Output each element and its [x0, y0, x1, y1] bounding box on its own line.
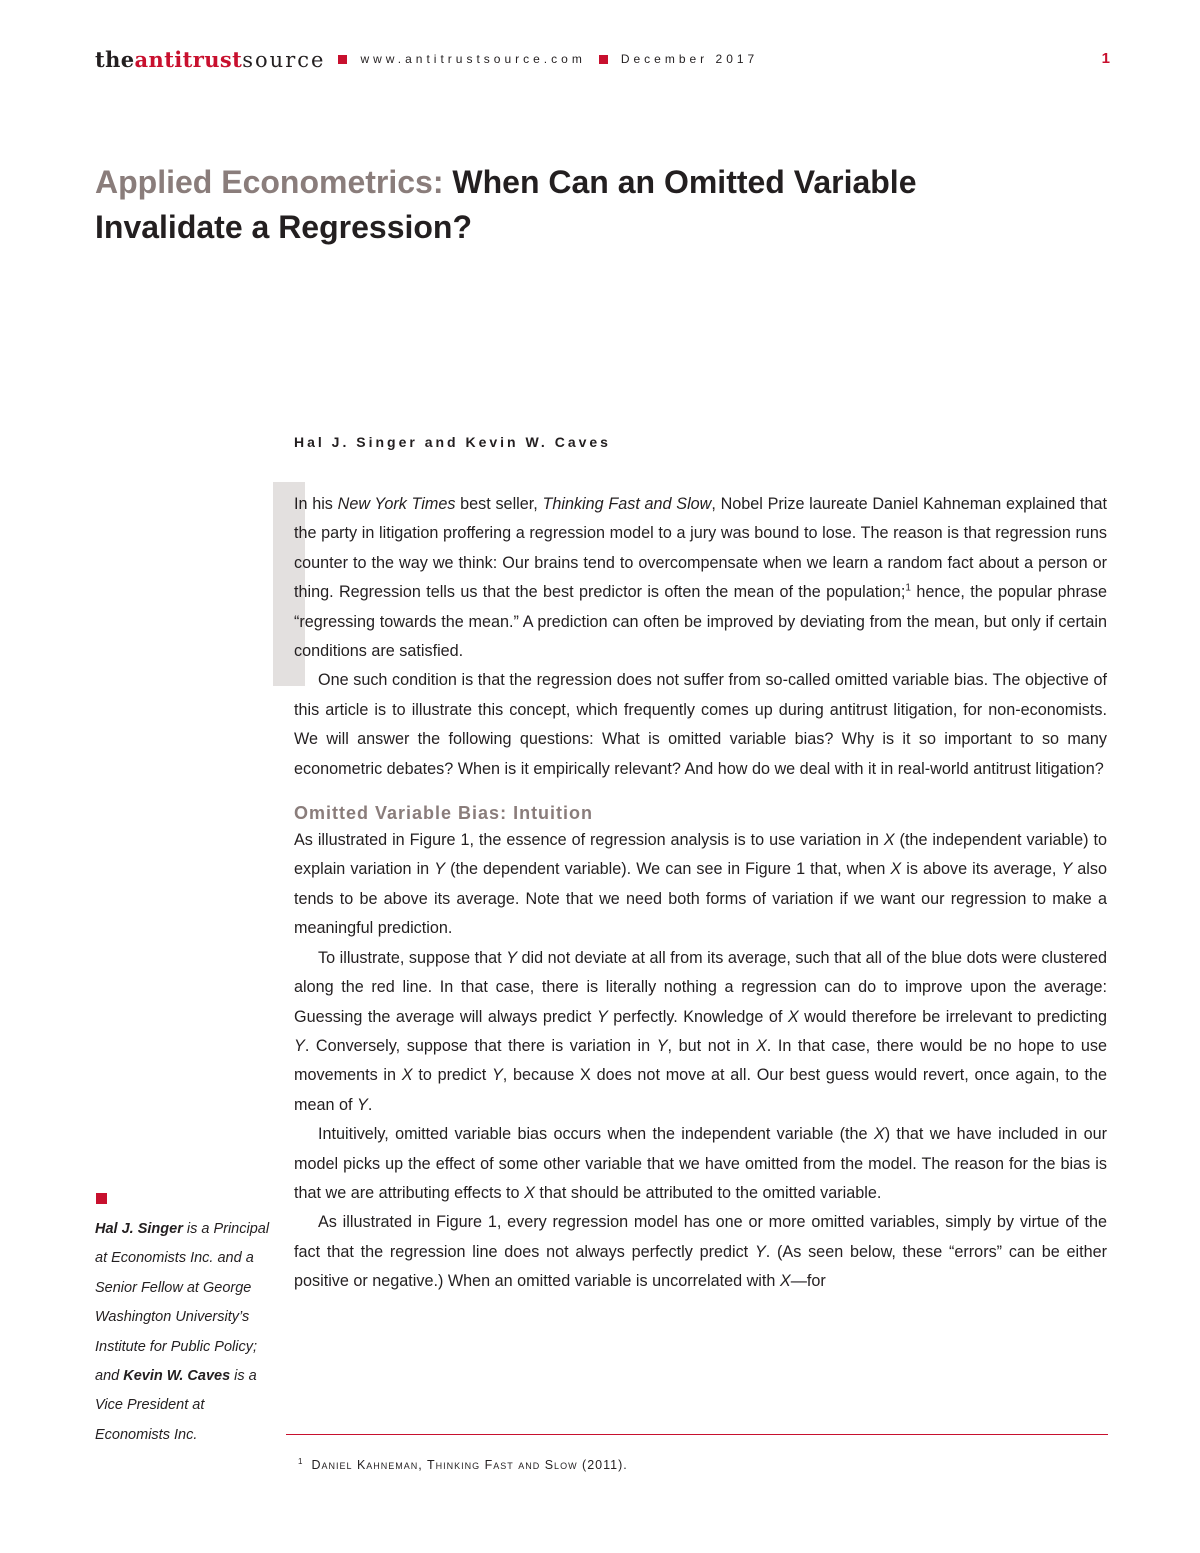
footnote-text: Daniel Kahneman, Thinking Fast and Slow (2011). — [311, 1458, 628, 1473]
title-line-2: Invalidate a Regression? — [95, 209, 473, 245]
author-bio: Hal J. Singer is a Principal at Economists Inc. and a Senior Fellow at George Washington University’s Institute for Public Policy; and Kevin W. Caves is a Vice President at Economists Inc. — [95, 1221, 270, 1443]
article-title — [95, 160, 1105, 250]
page-number: 1 — [1101, 50, 1110, 67]
section-heading: Omitted Variable Bias: Intuition — [294, 803, 594, 824]
masthead-url[interactable]: www.antitrustsource.com — [360, 52, 586, 66]
masthead — [95, 44, 758, 74]
masthead-date: December 2017 — [620, 52, 759, 66]
paragraph-intro: In his New York Times best seller, Thinking Fast and Slow, Nobel Prize laureate Daniel Kahneman explained that the party in litigation proffering a regression model to a jury was bound to lose. The reason is that regression runs counter to the way we think: Our brains tend to overcompensate when we learn a random fact about a person or thing. Regression tells us that the best predictor is often the mean of the population;$^1$ hence, the popular phrase “regressing towards the mean.” A prediction can often be improved by deviating from the mean, but only if certain conditions are satisfied. — [294, 495, 1107, 661]
article-body — [294, 490, 1107, 1297]
paragraph: One such condition is that the regression does not suffer from so-called omitted variable bias. The objective of this article is to illustrate this concept, which frequently comes up during antitrust litigation, for non-economists. We will answer the following questions: What is omitted variable bias? Why is it so important to so many econometric debates? When is it empirically relevant? And how do we deal with it in real-world antitrust litigation? — [294, 671, 1107, 778]
separator-square-icon — [599, 55, 608, 64]
author-name: Hal J. Singer — [95, 1221, 183, 1237]
sidebar-square-icon — [96, 1193, 107, 1204]
author-name: Kevin W. Caves — [123, 1368, 231, 1385]
paragraph: Intuitively, omitted variable bias occurs when the independent variable (the X) that we have included in our model picks up the effect of some other variable that we have omitted from the model. The reason for the bias is that we are attributing effects to X that should be attributed to the omitted variable. — [294, 1125, 1107, 1202]
footnote-number: 1 — [298, 1457, 304, 1466]
title-prefix: Applied Econometrics: — [95, 164, 444, 200]
paragraph: As illustrated in Figure 1, every regression model has one or more omitted variables, simply by virtue of the fact that the regression line does not always perfectly predict Y. (As seen below, these “errors” can be either positive or negative.) When an omitted variable is uncorrelated with X—for — [294, 1213, 1107, 1291]
logo-antitrust: antitrust — [134, 46, 243, 72]
publication-logo — [95, 47, 325, 72]
byline: Hal J. Singer and Kevin W. Caves — [294, 434, 611, 450]
footnote-ref[interactable]: 1 — [905, 582, 911, 594]
separator-square-icon — [338, 55, 347, 64]
footnote-divider — [286, 1434, 1108, 1435]
footnote — [298, 1457, 628, 1472]
paragraph: As illustrated in Figure 1, the essence of regression analysis is to use variation in X (the independent variable) to explain variation in Y (the dependent variable). We can see in Figure 1 that, when X is above its average, Y also tends to be above its average. Note that we need both forms of variation if we want our regression to make a meaningful prediction. — [294, 831, 1107, 938]
paragraph: To illustrate, suppose that Y did not deviate at all from its average, such that all of the blue dots were clustered along the red line. In that case, there is literally nothing a regression can do to improve upon the average: Guessing the average will always predict Y perfectly. Knowledge of X would therefore be irrelevant to predicting Y. Conversely, suppose that there is variation in Y, but not in X. In that case, there would be no hope to use movements in X to predict Y, because X does not move at all. Our best guess would revert, once again, to the mean of Y. — [294, 948, 1107, 1114]
title-line-1: When Can an Omitted Variable — [452, 164, 917, 200]
logo-source: source — [242, 47, 326, 72]
logo-the: the — [95, 46, 135, 72]
